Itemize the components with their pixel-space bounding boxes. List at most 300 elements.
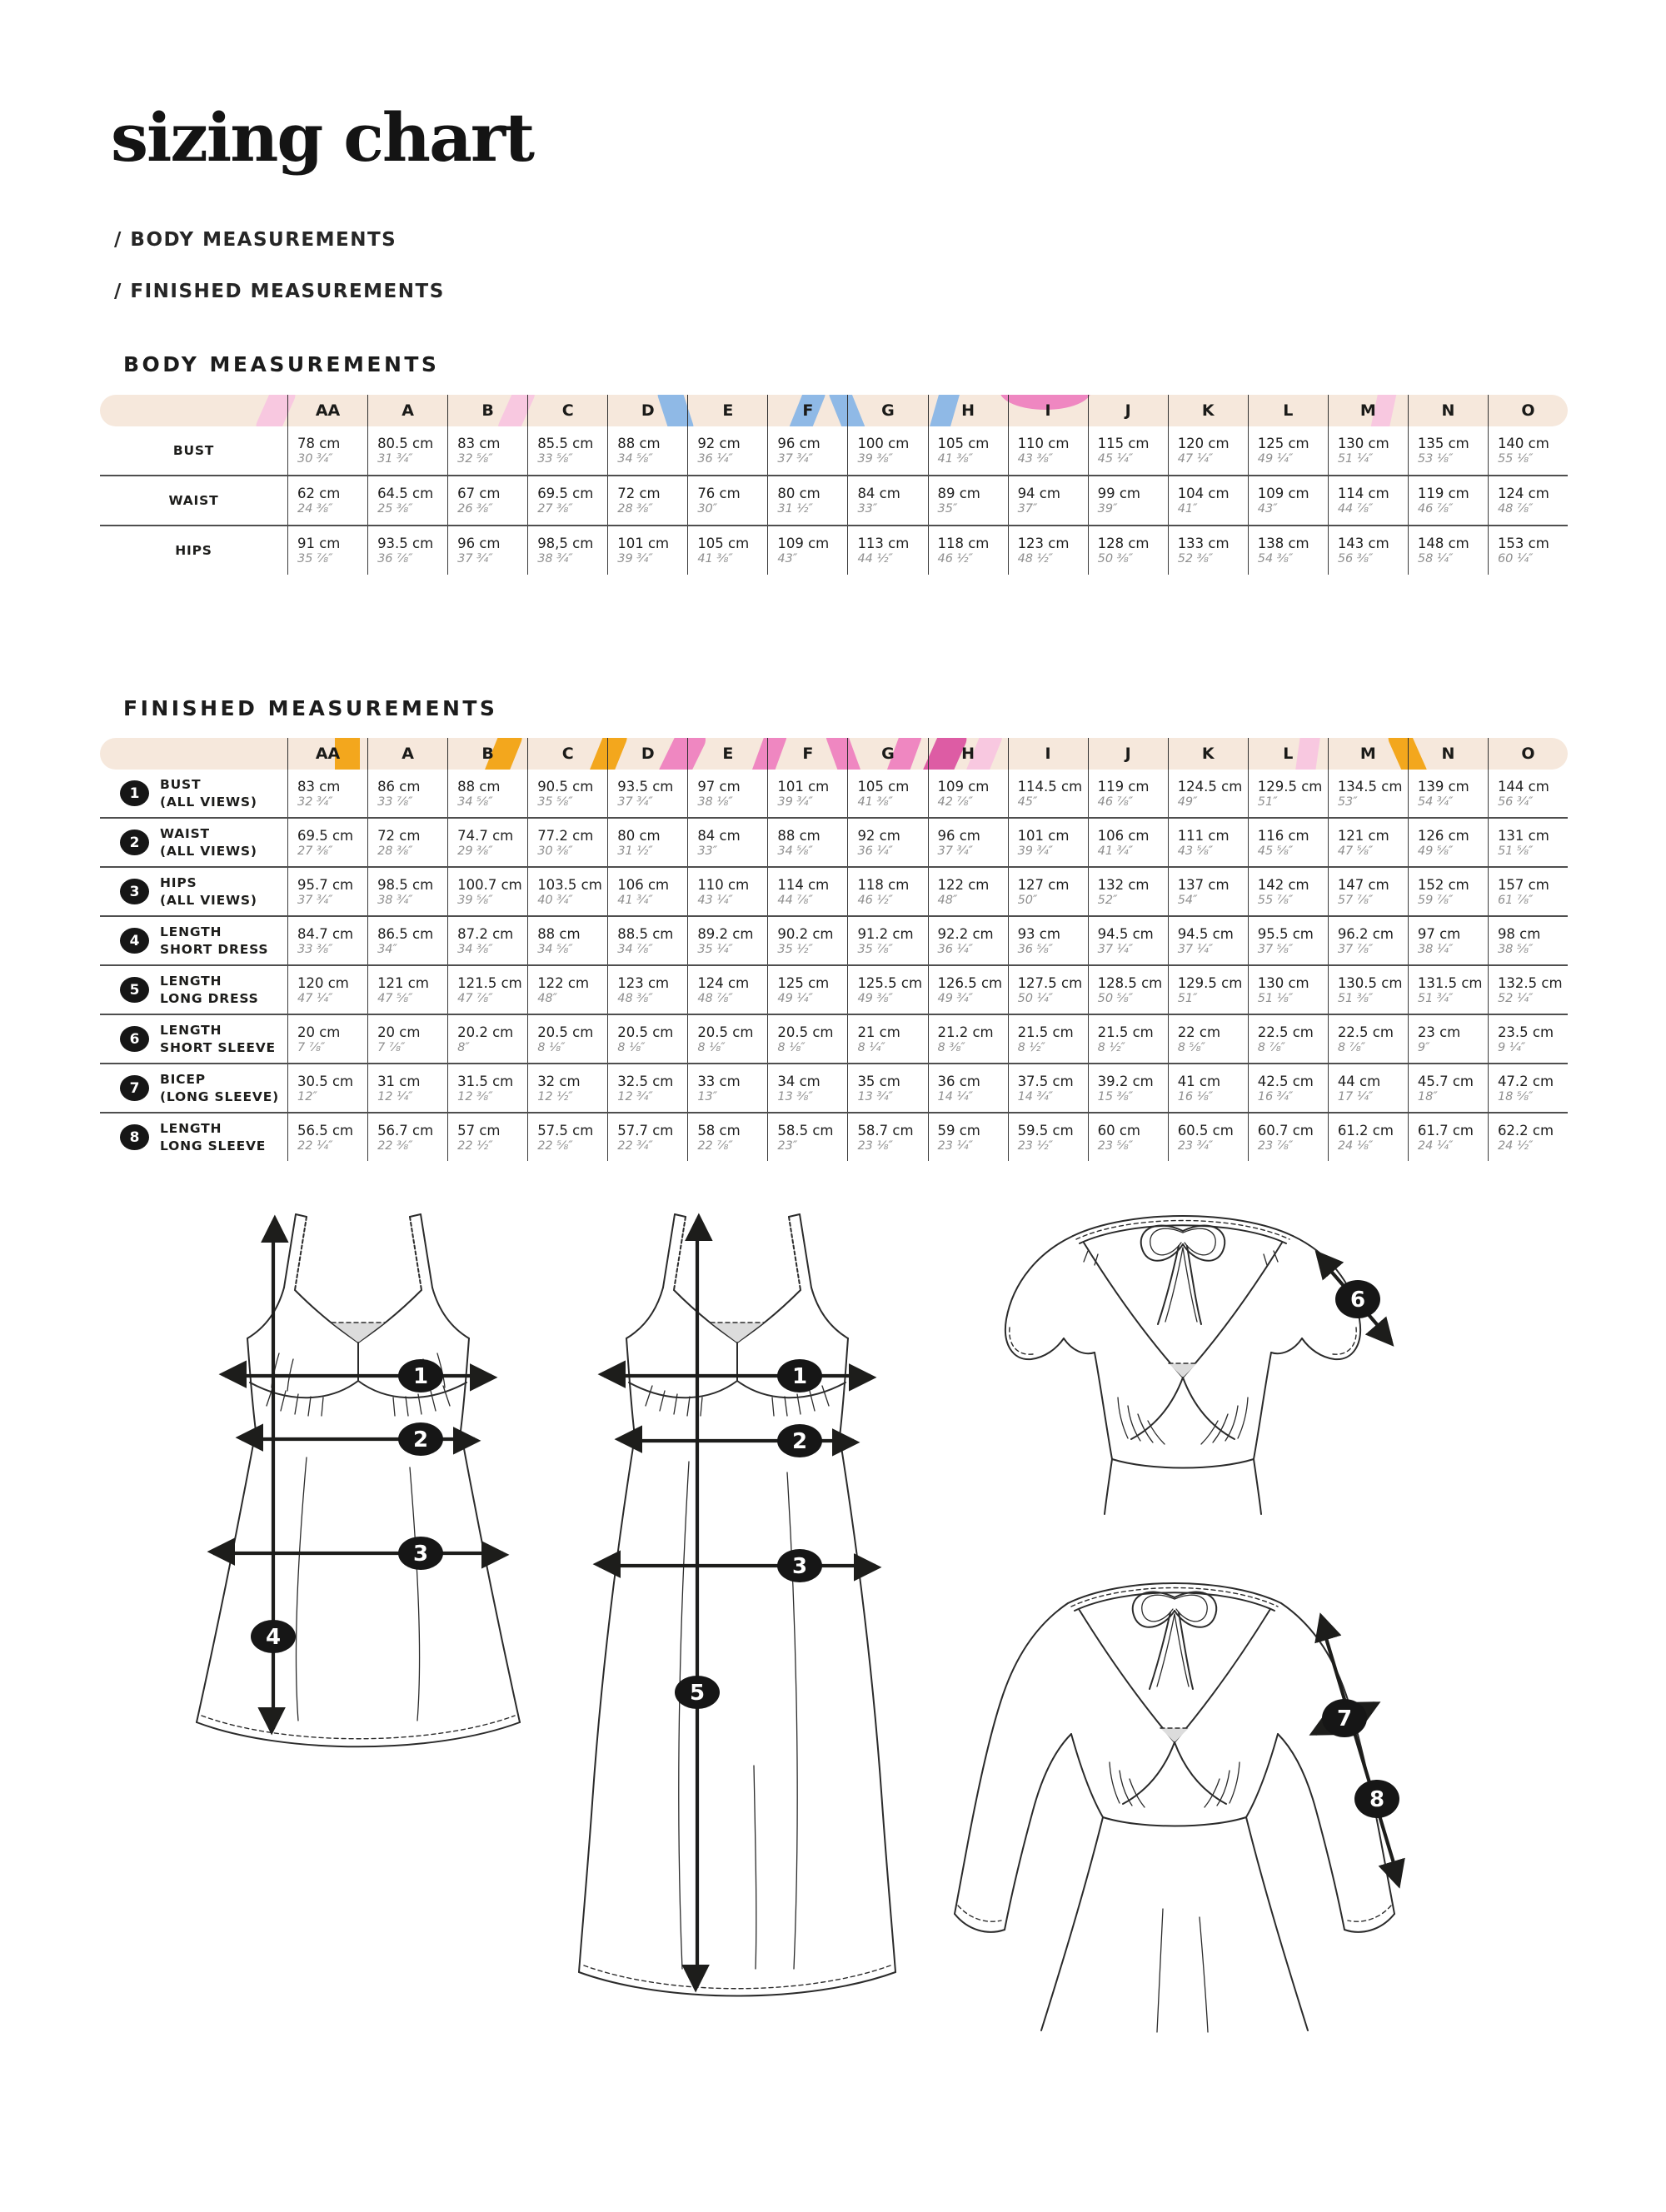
measurement-cell [1328,1113,1408,1161]
inch-value: 35 ⅞″ [857,942,893,956]
measurement-cell [767,476,847,525]
measurement-cell [767,868,847,915]
measurement-cell [1248,476,1328,525]
inch-value: 23 ½″ [1017,1138,1054,1153]
row-number-badge: 6 [120,1026,149,1052]
cm-value: 20 cm [297,1024,341,1040]
measurement-cell [1088,1113,1168,1161]
inch-value: 51″ [1177,991,1198,1005]
measurement-cell [1408,526,1488,575]
body-measurements-table [100,395,1568,575]
inch-value: 16 ⅛″ [1177,1089,1214,1104]
measurement-cell [287,1015,367,1063]
svg-text:1: 1 [412,1364,429,1389]
row-number-badge: 7 [120,1075,149,1101]
measurement-cell [527,770,607,817]
measurement-cell [1088,868,1168,915]
cm-value: 93 cm [1017,925,1060,942]
inch-value: 9 ¼″ [1497,1040,1526,1054]
cm-value: 78 cm [297,436,341,451]
inch-value: 8″ [457,1040,470,1054]
measurement-cell [1008,770,1088,817]
inch-value: 39″ [1097,502,1118,516]
long-dress-outline [579,1214,895,1996]
inch-value: 34 ⅝″ [777,844,813,858]
cm-value: 101 cm [1017,827,1070,844]
measurement-cell [687,1064,767,1112]
cm-value: 83 cm [457,436,501,451]
row-label-text [160,1022,276,1055]
table-row-waist [100,475,1568,525]
measurement-cell [767,526,847,575]
inch-value: 12 ¼″ [377,1089,413,1104]
measurement-cell [1168,1113,1248,1161]
measure-marker-2 [398,1422,443,1456]
cm-value: 20.5 cm [697,1024,754,1040]
cm-value: 80 cm [777,486,821,501]
measurement-cell [1488,426,1568,475]
short-dress-measure-arrows [213,1221,503,1729]
cm-value: 92 cm [857,827,900,844]
measure-marker-6 [1335,1280,1380,1318]
measurement-cell [527,868,607,915]
cm-value: 139 cm [1417,778,1469,795]
inch-value: 38 ⅛″ [697,795,733,809]
inch-value: 61 ⅞″ [1497,893,1534,907]
inch-value: 8 ⅛″ [777,1040,806,1054]
measurement-cell [527,526,607,575]
measure-marker-8 [1354,1780,1399,1818]
measurement-cell [1008,426,1088,475]
cm-value: 142 cm [1257,876,1309,893]
inch-value: 51″ [1257,795,1278,809]
inch-value: 39 ⅜″ [857,452,893,466]
measurement-cell [1088,426,1168,475]
cm-value: 57 cm [457,1122,501,1138]
inch-value: 36 ⅝″ [1017,942,1054,956]
band-spacer [100,738,287,770]
inch-value: 35 ½″ [777,942,813,956]
inch-value: 37 ¾″ [297,893,333,907]
cm-value: 59.5 cm [1017,1122,1074,1138]
measurement-cell [1088,1015,1168,1063]
cm-value: 101 cm [617,536,670,551]
inch-value: 33″ [697,844,718,858]
row-label-line1: BUST [160,777,202,793]
table-row-waist [100,817,1568,866]
measurement-cell [607,1015,687,1063]
inch-value: 22 ⅞″ [697,1138,733,1153]
inch-value: 36 ⅞″ [377,552,413,565]
measure-marker-4 [251,1620,296,1653]
cm-value: 135 cm [1417,436,1469,451]
cm-value: 140 cm [1497,436,1549,451]
inch-value: 22 ⅝″ [537,1138,573,1153]
size-column-header-e: E [687,738,767,770]
cm-value: 88 cm [777,827,821,844]
row-label [100,819,287,866]
inch-value: 35 ⅞″ [297,552,333,565]
measure-marker-3 [777,1549,822,1582]
inch-value: 23 ⅞″ [1257,1138,1294,1153]
inch-value: 31 ½″ [777,502,813,516]
measurement-cell [367,819,447,866]
size-column-header-c: C [527,738,607,770]
measurement-cell [1408,426,1488,475]
cm-value: 58.7 cm [857,1122,914,1138]
cm-value: 87.2 cm [457,925,514,942]
cm-value: 64.5 cm [377,486,434,501]
measure-marker-7 [1322,1699,1367,1737]
inch-value: 39 ¾″ [617,552,653,565]
cm-value: 124.5 cm [1177,778,1243,795]
inch-value: 24 ⅜″ [297,502,333,516]
measurement-cell [1248,1015,1328,1063]
cm-value: 134.5 cm [1337,778,1403,795]
inch-value: 49 ¼″ [1257,452,1294,466]
measurement-cell [1328,1064,1408,1112]
cm-value: 124 cm [1497,486,1549,501]
inch-value: 18 ⅝″ [1497,1089,1534,1104]
size-band [100,738,1568,770]
page-title: sizing chart [111,98,534,177]
inch-value: 41 ¾″ [1097,844,1134,858]
inch-value: 41 ⅜″ [937,452,974,466]
size-column-header-i: I [1008,738,1088,770]
row-label-line2: (ALL VIEWS) [160,843,257,859]
inch-value: 48″ [537,991,558,1005]
cm-value: 47.2 cm [1497,1073,1554,1089]
inch-value: 30 ¾″ [297,452,333,466]
inch-value: 36 ¼″ [697,452,733,466]
inch-value: 49″ [1177,795,1198,809]
inch-value: 41 ¾″ [617,893,653,907]
inch-value: 39 ⅝″ [457,893,493,907]
measurement-cell [928,770,1008,817]
size-column-header-g: G [847,395,927,426]
size-column-header-b: B [447,395,527,426]
inch-value: 33 ⅝″ [537,452,573,466]
measurement-cell [367,1113,447,1161]
measurement-cell [928,917,1008,964]
measurement-cell [928,1015,1008,1063]
measurement-cell [767,770,847,817]
page-subtitles [114,202,445,331]
inch-value: 34 ⅝″ [537,942,573,956]
row-label-line1: LENGTH [160,974,222,989]
inch-value: 47 ¼″ [297,991,333,1005]
row-label [100,917,287,964]
inch-value: 51 ¼″ [1337,452,1374,466]
measurement-cell [928,426,1008,475]
inch-value: 35″ [937,502,958,516]
measurement-cell [687,1113,767,1161]
cm-value: 92 cm [697,436,741,451]
inch-value: 54″ [1177,893,1198,907]
svg-text:3: 3 [412,1542,429,1567]
cm-value: 20.5 cm [537,1024,594,1040]
measurement-cell [1328,917,1408,964]
measurement-cell [287,476,367,525]
cm-value: 128 cm [1097,536,1150,551]
measurement-cell [847,770,927,817]
measurement-cell [1008,917,1088,964]
cm-value: 122 cm [937,876,990,893]
cm-value: 121.5 cm [457,974,522,991]
measurement-cell [687,526,767,575]
cm-value: 152 cm [1417,876,1469,893]
cm-value: 62.2 cm [1497,1122,1554,1138]
cm-value: 131 cm [1497,827,1549,844]
long-sleeve-length-arrow [1320,1619,1399,1882]
svg-text:8: 8 [1369,1787,1385,1812]
table-row-bust [100,426,1568,475]
measurement-cell [527,1113,607,1161]
measurement-cell [287,917,367,964]
inch-value: 51 ⅝″ [1497,844,1534,858]
measurement-cell [687,868,767,915]
row-label-line1: HIPS [160,875,197,891]
inch-value: 49 ⅝″ [1417,844,1454,858]
measure-marker-2 [777,1424,822,1457]
cm-value: 130.5 cm [1337,974,1403,991]
measurement-cell [687,770,767,817]
cm-value: 97 cm [1417,925,1461,942]
inch-value: 51 ⅛″ [1257,991,1294,1005]
measurement-cell [847,1113,927,1161]
cm-value: 115 cm [1097,436,1150,451]
measurement-cell [367,966,447,1014]
cm-value: 80 cm [617,827,661,844]
flutter-sleeve-bodice-drawing [941,1156,1420,1518]
measurement-cell [1408,819,1488,866]
measurement-cell [847,476,927,525]
measurement-cell [1488,819,1568,866]
measurement-cell [687,426,767,475]
cm-value: 129.5 cm [1257,778,1323,795]
measurement-cell [1248,1064,1328,1112]
measurement-cell [1008,1113,1088,1161]
size-column-header-m: M [1328,738,1408,770]
measurement-cell [1008,1064,1088,1112]
cm-value: 130 cm [1337,436,1389,451]
cm-value: 30.5 cm [297,1073,354,1089]
inch-value: 46 ½″ [937,552,974,565]
cm-value: 116 cm [1257,827,1309,844]
inch-value: 53 ⅛″ [1417,452,1454,466]
cm-value: 21.5 cm [1017,1024,1074,1040]
row-label [100,770,287,817]
measurement-cell [687,966,767,1014]
size-column-header-a: A [367,738,447,770]
inch-value: 30 ⅜″ [537,844,573,858]
size-column-header-g: G [847,738,927,770]
cm-value: 157 cm [1497,876,1549,893]
inch-value: 23 ⅝″ [1097,1138,1134,1153]
row-label-text [175,542,212,559]
size-column-header-f: F [767,738,847,770]
measurement-cell [287,770,367,817]
inch-value: 37 ¾″ [457,552,493,565]
measurement-cell [1168,1015,1248,1063]
cm-value: 95.5 cm [1257,925,1314,942]
cm-value: 113 cm [857,536,910,551]
inch-value: 51 ¾″ [1417,991,1454,1005]
inch-value: 8 ⅛″ [617,1040,646,1054]
measurement-cell [687,917,767,964]
cm-value: 36 cm [937,1073,980,1089]
measurement-cell [1168,966,1248,1014]
cm-value: 105 cm [937,436,990,451]
size-column-header-k: K [1168,395,1248,426]
measurement-cell [1008,868,1088,915]
cm-value: 74.7 cm [457,827,514,844]
size-column-header-o: O [1488,738,1568,770]
measurement-cell [1168,476,1248,525]
measurement-cell [928,526,1008,575]
svg-text:1: 1 [791,1364,808,1389]
cm-value: 77.2 cm [537,827,594,844]
inch-value: 22 ⅜″ [377,1138,413,1153]
size-column-header-c: C [527,395,607,426]
inch-value: 22 ¾″ [617,1138,653,1153]
cm-value: 76 cm [697,486,741,501]
measurement-cell [447,526,527,575]
row-label [100,966,287,1014]
inch-value: 7 ⅞″ [377,1040,406,1054]
body-measurements-heading: BODY MEASUREMENTS [123,352,440,376]
inch-value: 37 ¾″ [937,844,974,858]
measurement-cell [1248,1113,1328,1161]
measurement-cell [1408,476,1488,525]
inch-value: 52 ¼″ [1497,991,1534,1005]
inch-value: 16 ¾″ [1257,1089,1294,1104]
measurement-cell [847,526,927,575]
size-column-header-o: O [1488,395,1568,426]
measurement-cell [1088,1064,1168,1112]
measurement-cell [847,426,927,475]
row-number-badge: 4 [120,928,149,954]
inch-value: 32 ¾″ [297,795,333,809]
cm-value: 123 cm [617,974,670,991]
inch-value: 9″ [1417,1040,1430,1054]
row-label [100,426,287,475]
row-label-text [160,924,268,957]
cm-value: 137 cm [1177,876,1230,893]
row-label-line2: SHORT SLEEVE [160,1039,276,1055]
inch-value: 37 ¾″ [617,795,653,809]
measurement-cell [607,917,687,964]
measurement-cell [1328,426,1408,475]
inch-value: 13 ¾″ [857,1089,893,1104]
cm-value: 126 cm [1417,827,1469,844]
inch-value: 60 ¼″ [1497,552,1534,565]
measurement-cell [1488,1113,1568,1161]
inch-value: 24 ¼″ [1417,1138,1454,1153]
cm-value: 57.5 cm [537,1122,594,1138]
inch-value: 43 ¼″ [697,893,733,907]
row-number-badge: 2 [120,830,149,855]
cm-value: 33 cm [697,1073,741,1089]
cm-value: 22 cm [1177,1024,1221,1040]
size-column-header-j: J [1088,738,1168,770]
cm-value: 123 cm [1017,536,1070,551]
cm-value: 121 cm [1337,827,1389,844]
inch-value: 45 ⅝″ [1257,844,1294,858]
cm-value: 45.7 cm [1417,1073,1474,1089]
size-column-header-l: L [1248,395,1328,426]
cm-value: 114 cm [777,876,830,893]
cm-value: 118 cm [857,876,910,893]
cm-value: 100 cm [857,436,910,451]
cm-value: 42.5 cm [1257,1073,1314,1089]
cm-value: 132 cm [1097,876,1150,893]
row-label-line1: LENGTH [160,1121,222,1137]
measurement-cell [1088,819,1168,866]
cm-value: 103.5 cm [537,876,602,893]
inch-value: 45″ [1017,795,1038,809]
measurement-cell [607,426,687,475]
inch-value: 32 ⅝″ [457,452,493,466]
cm-value: 118 cm [937,536,990,551]
row-label-text [160,874,257,908]
inch-value: 29 ⅜″ [457,844,493,858]
measurement-cell [1168,1064,1248,1112]
measurement-cell [1088,917,1168,964]
svg-text:3: 3 [791,1554,808,1579]
inch-value: 34 ⅞″ [617,942,653,956]
measure-marker-3 [398,1537,443,1570]
cm-value: 97 cm [697,778,741,795]
measurement-cell [767,966,847,1014]
measurement-cell [1328,770,1408,817]
inch-value: 47 ⅞″ [457,991,493,1005]
row-label-line2: LONG SLEEVE [160,1138,267,1153]
cm-value: 90.2 cm [777,925,834,942]
measurement-cell [847,917,927,964]
inch-value: 48″ [937,893,958,907]
measurement-cell [928,819,1008,866]
inch-value: 50 ⅝″ [1097,991,1134,1005]
inch-value: 33 ⅞″ [377,795,413,809]
inch-value: 15 ⅜″ [1097,1089,1134,1104]
cm-value: 60 cm [1097,1122,1141,1138]
table-row-length [100,1112,1568,1161]
inch-value: 37 ¾″ [777,452,813,466]
table-row-hips [100,525,1568,575]
cm-value: 61.7 cm [1417,1122,1474,1138]
svg-text:7: 7 [1336,1706,1353,1731]
measurement-cell [447,966,527,1014]
cm-value: 80.5 cm [377,436,434,451]
measurement-cell [767,1113,847,1161]
measurement-cell [928,868,1008,915]
svg-text:5: 5 [689,1681,706,1706]
measurement-cell [767,917,847,964]
measurement-cell [1088,476,1168,525]
row-label [100,868,287,915]
table-row-length [100,964,1568,1014]
inch-value: 38 ¾″ [537,552,573,565]
cm-value: 69.5 cm [297,827,354,844]
inch-value: 28 ⅜″ [377,844,413,858]
measurement-cell [1248,917,1328,964]
size-column-header-d: D [607,738,687,770]
inch-value: 48 ½″ [1017,552,1054,565]
measurement-cell [1488,966,1568,1014]
subtitle-finished: / FINISHED MEASUREMENTS [114,281,445,303]
cm-value: 95.7 cm [297,876,354,893]
